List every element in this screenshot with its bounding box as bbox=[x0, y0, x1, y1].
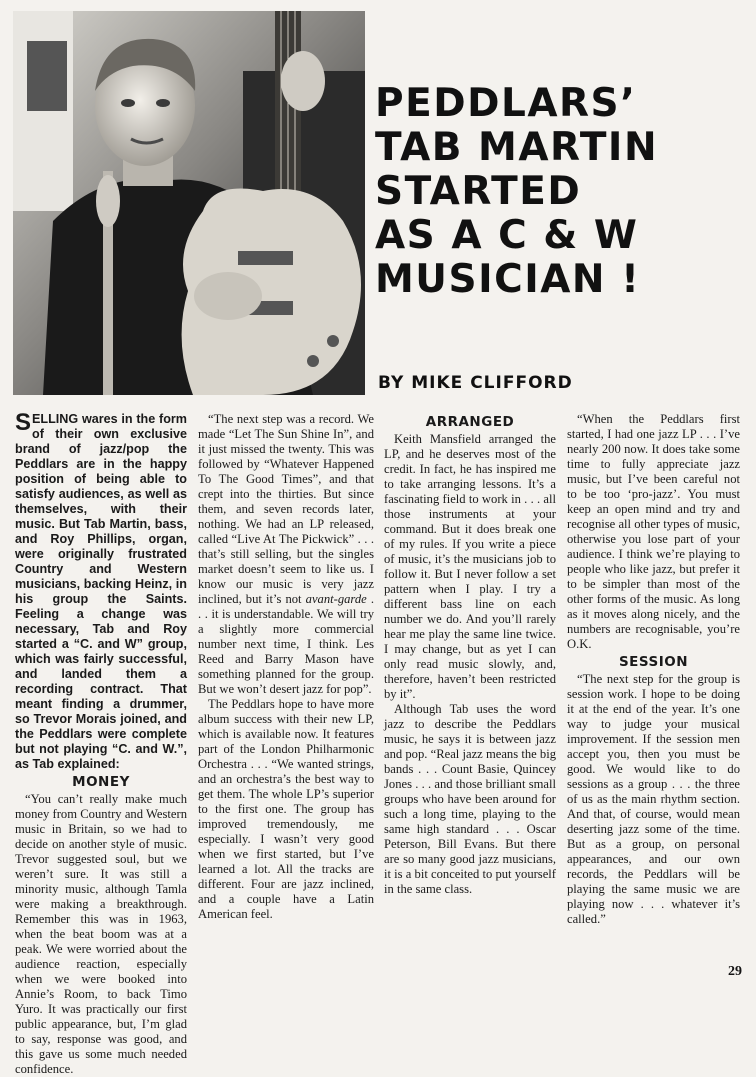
headline-line: AS A C & W bbox=[375, 213, 639, 258]
lead-paragraph bbox=[15, 409, 187, 772]
musician-with-guitar-illustration bbox=[13, 11, 365, 395]
article-column-3 bbox=[384, 412, 556, 897]
body-text: “The next step was a record. We made “Let The Sun Shine In”, and it just missed the twenty. This was followed by “Whatever Happened To The Good Times”, and that crept into the thirties. But since them, and seven records later, nothing. We had an LP released, called “Live At The Pickwick” . . . that’s still selling, but the singles market doesn’t seem to like us. I know our music is very jazz inclined, but it’s not bbox=[198, 412, 374, 606]
headline-line: PEDDLARS’ bbox=[375, 81, 637, 126]
body-paragraph bbox=[198, 412, 374, 697]
body-paragraph: The Peddlars hope to have more album success with their new LP, which is available now. It features part of the London Philharmonic Orchestra . . . “We wanted strings, and an orchestra’s the best way to get them. The whole LP’s superior to the first one. The group has improved tremendously, me especially. I wasn’t very good when we first started, but I’ve learned a lot. All the tracks are different. Four are jazz inclined, and a couple have a Latin American feel. bbox=[198, 697, 374, 921]
article-column-2 bbox=[198, 412, 374, 922]
body-paragraph: “When the Peddlars first started, I had one jazz LP . . . I’ve nearly 200 now. It does take some time to fully appreciate jazz music, but I’ve been careful not to be too ‘pro-jazz’. You must keep an open mind and try and recognise all other types of music, otherwise you lose part of your audience. I think we’re playing to people who like jazz, but prefer it to be simpler than most of the other forms of the music. As long as it moves along nicely, and the numbers are recognisable, you’re O.K. bbox=[567, 412, 740, 651]
drop-cap: S bbox=[15, 409, 32, 436]
byline: BY MIKE CLIFFORD bbox=[378, 373, 573, 393]
body-paragraph: Keith Mansfield arranged the LP, and he deserves most of the credit. In fact, he has inspired me to take arranging lessons. It’s a fascinating field to work in . . . all those instruments at your command. But it does break one of my rules. If you write a piece of music, it’s the musicians job to follow it. But I never follow a set pattern when I play. I try a different bass line on each number we do. And you’ll rarely hear me play the same line twice. I may change, but as yet I can only read music slowly, and, therefore, haven’t been restricted by it”. bbox=[384, 432, 556, 701]
subhead-session: SESSION bbox=[618, 654, 689, 670]
lead-text: ELLING wares in the form of their own exclusive brand of jazz/pop the Peddlars are in the happy position of being able to satisfy audiences, as well as themselves, with their music. But Tab Martin, bass, and Roy Phillips, organ, were originally frustrated Country and Western musicians, backing Heinz, in his group the Saints. Feeling a change was necessary, Tab and Roy started a “C. and W” group, which was fairly successful, and landed them a recording contract. That meant finding a drummer, so Trevor Morais joined, and the Peddlars were complete but not playing “C. and W.”, as Tab explained: bbox=[15, 412, 187, 771]
article-column-1 bbox=[15, 409, 187, 1077]
body-paragraph: “The next step for the group is session work. I hope to be doing it at the end of the year. It’s one way to judge your musical improvement. If the session men accept you, then you must be good. We would like to do sessions as a group . . . the three of us as the main rhythm section. And that, of course, would mean deserting jazz some of the time. But as a group, on personal appearances, and our own records, the Peddlars will be playing the same music we are playing now . . . whatever it’s called.” bbox=[567, 672, 740, 926]
article-column-4 bbox=[567, 412, 740, 927]
headline-line: MUSICIAN ! bbox=[375, 257, 641, 302]
subhead-arranged: ARRANGED bbox=[425, 414, 515, 430]
headline-line: TAB MARTIN bbox=[375, 125, 659, 170]
italic-term: avant-garde bbox=[305, 592, 367, 606]
page-number: 29 bbox=[728, 964, 742, 979]
body-paragraph: “You can’t really make much money from Country and Western music in Britain, so we had to decide on another style of music. Trevor suggested soul, but we weren’t sure. It was still a minority music, although Tamla were making a breakthrough. Remember this was in 1963, when the beat boom was at a peak. We were worried about the audience reaction, especially when we were booked into Annie’s Room, to back Timo Yuro. It was practically our first public appearance, but, I’m glad to say, response was good, and this gave us some much needed confidence. bbox=[15, 792, 187, 1076]
musician-photo bbox=[13, 11, 365, 395]
body-text: . . . it is understandable. We will try a slightly more commercial number next time, I think. Les Reed and Barry Mason have something planned for the group. But we won’t desert jazz for pop”. bbox=[198, 592, 374, 696]
headline-line: STARTED bbox=[375, 169, 582, 214]
body-paragraph: Although Tab uses the word jazz to describe the Peddlars music, he says it is between jazz and pop. “Real jazz means the big bands . . . Count Basie, Quincey Jones . . . and those brilliant small groups who have been around for such a long time, playing to the same high standard . . . Oscar Peterson, Bill Evans. But there are so many good jazz musicians, it is a bit conceited to put yourself in the same class. bbox=[384, 702, 556, 896]
headline bbox=[375, 82, 747, 302]
subhead-money: MONEY bbox=[72, 774, 130, 790]
